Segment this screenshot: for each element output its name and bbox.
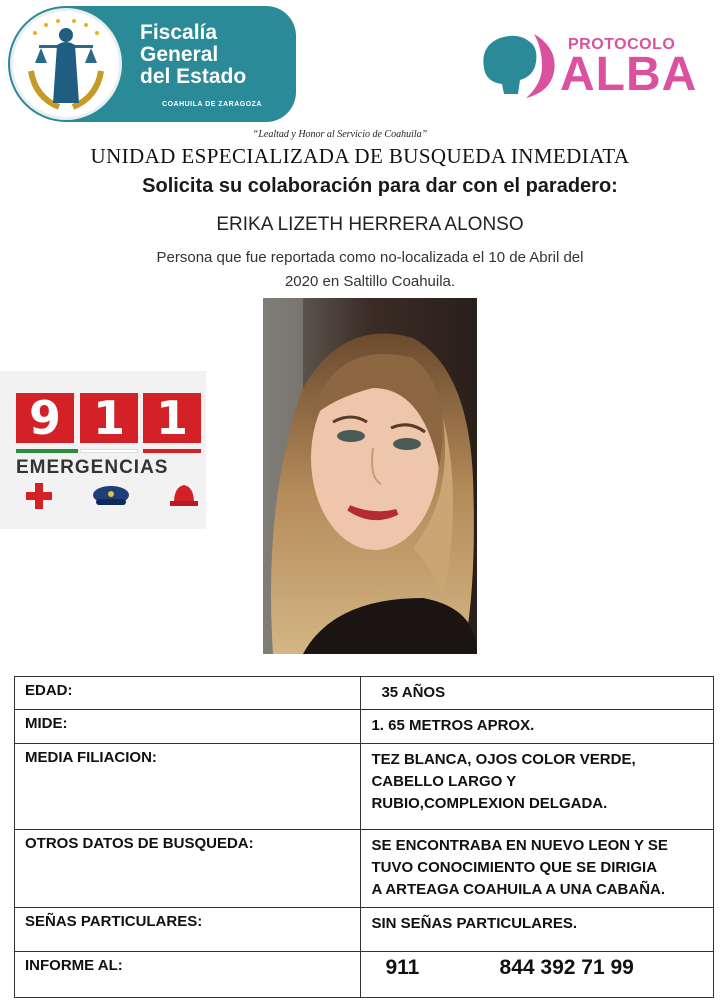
table-row (15, 710, 714, 744)
other-data-label: OTROS DATOS DE BUSQUEDA: (15, 830, 361, 908)
collaboration-request: Solicita su colaboración para dar con el paradero: (142, 175, 618, 197)
details-table (14, 676, 714, 998)
marks-value: SIN SEÑAS PARTICULARES. (361, 908, 714, 952)
report-line-2: 2020 en Saltillo Coahuila. (284, 273, 456, 290)
table-row (15, 952, 714, 998)
alba-protocol-icon (474, 28, 560, 102)
description-line: TEZ BLANCA, OJOS COLOR VERDE, (371, 751, 636, 768)
table-row (15, 744, 714, 830)
unit-title: UNIDAD ESPECIALIZADA DE BUSQUEDA INMEDIATA (90, 144, 630, 168)
table-row (15, 677, 714, 710)
description-value (361, 744, 714, 830)
protocol-name: ALBA (560, 48, 698, 101)
agency-name-line1: Fiscalía (140, 21, 218, 44)
height-value: 1. 65 METROS APROX. (361, 710, 714, 744)
height-label: MIDE: (15, 710, 361, 744)
emergency-911-logo (0, 371, 206, 529)
table-row (15, 830, 714, 908)
protocol-label: PROTOCOLO (568, 36, 676, 53)
age-value: 35 AÑOS (361, 677, 714, 710)
other-data-line: TUVO CONOCIMIENTO QUE SE DIRIGIA (371, 859, 658, 876)
agency-name-line3: del Estado (140, 65, 247, 88)
agency-name (140, 22, 290, 88)
agency-state: COAHUILA DE ZARAGOZA (162, 101, 262, 108)
description-label: MEDIA FILIACION: (15, 744, 361, 830)
emergency-label: EMERGENCIAS (16, 457, 169, 478)
flag-stripe-green (16, 449, 78, 453)
emergency-digit: 9 (16, 393, 74, 443)
agency-name-line2: General (140, 43, 219, 66)
description-line: RUBIO,COMPLEXION DELGADA. (371, 795, 608, 812)
description-line: CABELLO LARGO Y (371, 773, 517, 790)
age-label: EDAD: (15, 677, 361, 710)
contact-phone: 844 392 71 99 (499, 956, 634, 979)
flag-stripe-white (80, 449, 138, 453)
marks-label: SEÑAS PARTICULARES: (15, 908, 361, 952)
fire-helmet-icon (170, 481, 198, 512)
police-cap-icon (90, 485, 132, 512)
emergency-digit: 1 (143, 393, 201, 443)
agency-motto: “Lealtad y Honor al Servicio de Coahuila” (252, 129, 428, 140)
contact-value (361, 952, 714, 998)
missing-person-photo (263, 298, 477, 654)
justice-seal-icon (10, 8, 122, 120)
missing-person-name: ERIKA LIZETH HERRERA ALONSO (216, 214, 524, 235)
other-data-line: SE ENCONTRABA EN NUEVO LEON Y SE (371, 837, 668, 854)
other-data-value (361, 830, 714, 908)
emergency-digit: 1 (80, 393, 138, 443)
contact-label: INFORME AL: (15, 952, 361, 998)
report-description (85, 246, 655, 294)
emergency-phone: 911 (385, 956, 420, 979)
table-row (15, 908, 714, 952)
flag-stripe-red (143, 449, 201, 453)
report-line-1: Persona que fue reportada como no-localizada el 10 de Abril del (156, 249, 584, 266)
red-cross-icon (24, 483, 54, 514)
other-data-line: A ARTEAGA COAHUILA A UNA CABAÑA. (371, 881, 666, 898)
